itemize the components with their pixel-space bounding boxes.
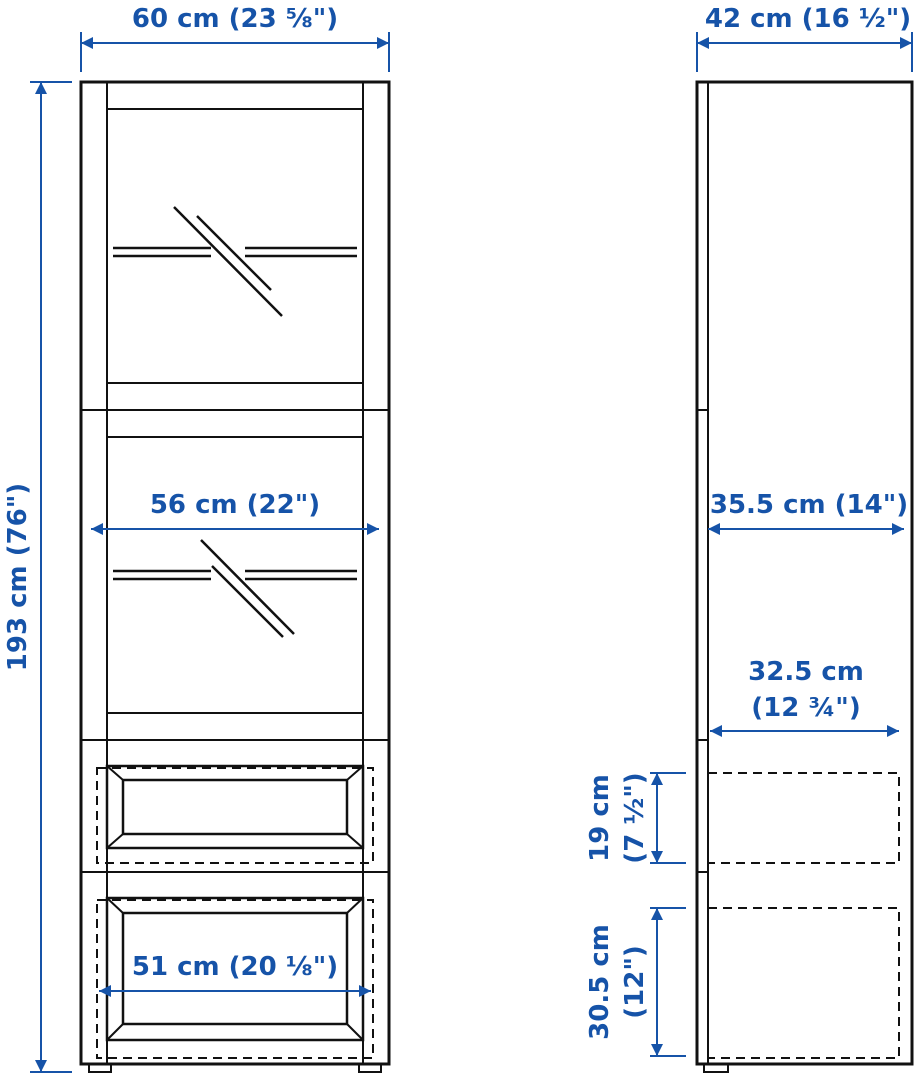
lower-glass-door [107, 437, 363, 713]
front-width-label: 60 cm (23 ⅝") [131, 4, 339, 34]
large-drawer-height-line1: 30.5 cm [585, 924, 615, 1040]
inner-width-label: 56 cm (22") [149, 490, 321, 520]
drawer-inner-width-dimension [99, 952, 371, 997]
drawer-depth-label-line2: (12 ¾") [751, 693, 861, 723]
height-dimension [3, 82, 72, 1072]
height-label: 193 cm (76") [3, 482, 33, 672]
side-view [585, 4, 912, 1072]
glass-reflection-icon [113, 540, 357, 637]
drawer-depth-label-line1: 32.5 cm [748, 657, 864, 687]
glass-reflection-icon [113, 207, 357, 316]
side-large-drawer [708, 908, 899, 1058]
inner-depth-label: 35.5 cm (14") [709, 490, 909, 520]
upper-glass-door [107, 109, 363, 383]
front-width-dimension [81, 4, 389, 72]
side-small-drawer [708, 773, 899, 863]
inner-depth-dimension [708, 490, 908, 535]
inner-width-dimension [91, 490, 379, 535]
small-drawer-height-line2: (7 ½") [620, 772, 650, 864]
drawer-depth-dimension [710, 657, 899, 737]
small-drawer-height-dimension [585, 772, 686, 863]
large-drawer-height-line2: (12") [620, 945, 650, 1019]
side-outer-frame [697, 82, 912, 1064]
drawer-inner-width-label: 51 cm (20 ⅛") [131, 952, 339, 982]
side-depth-label: 42 cm (16 ½") [704, 4, 912, 34]
small-drawer-height-line1: 19 cm [585, 774, 615, 862]
large-drawer-height-dimension [585, 908, 686, 1056]
side-depth-dimension [697, 4, 912, 72]
front-view [3, 4, 389, 1072]
small-drawer [97, 766, 373, 863]
